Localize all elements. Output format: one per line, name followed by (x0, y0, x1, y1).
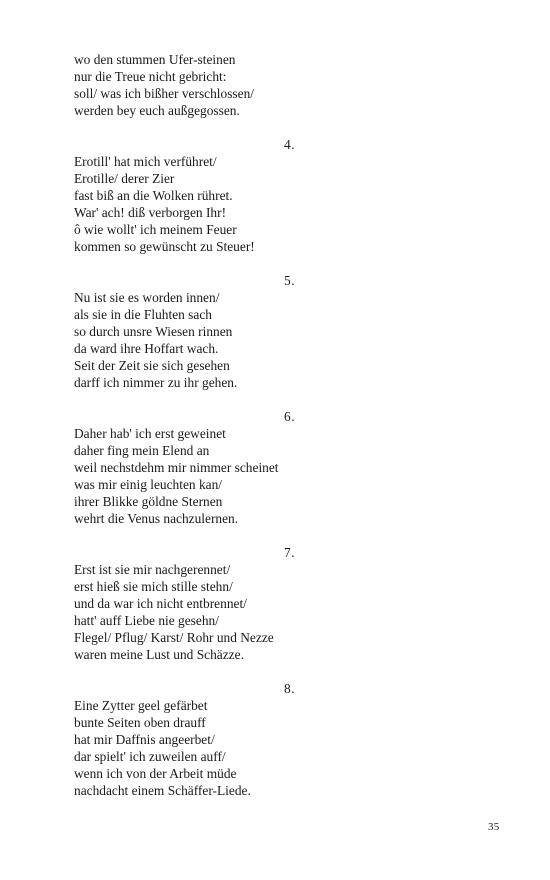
verse-line: nur die Treue nicht gebricht: (74, 69, 227, 84)
verse-line: kommen so gewünscht zu Steuer! (74, 239, 255, 254)
verse-line: War' ach! diß verborgen Ihr! (74, 205, 227, 220)
stanza-number: 6. (284, 409, 296, 424)
verse-line: ihrer Blikke göldne Sternen (74, 494, 223, 509)
verse-line: nachdacht einem Schäffer-Liede. (74, 783, 251, 798)
verse-line: Flegel/ Pflug/ Karst/ Rohr und Nezze (74, 630, 274, 645)
verse-line: was mir einig leuchten kan/ (74, 477, 222, 492)
verse-line: daher fing mein Elend an (74, 443, 210, 458)
verse-line: Erotill' hat mich verführet/ (74, 154, 217, 169)
verse-line: da ward ihre Hoffart wach. (74, 341, 219, 356)
verse-line: Erotille/ derer Zier (74, 171, 175, 186)
verse-line: so durch unsre Wiesen rinnen (74, 324, 233, 339)
stanza (74, 272, 474, 391)
verse-line: weil nechstdehm mir nimmer scheinet (74, 460, 279, 475)
verse-line: Seit der Zeit sie sich gesehen (74, 358, 230, 373)
stanza (74, 136, 474, 255)
verse-line: als sie in die Fluhten sach (74, 307, 212, 322)
verse-line: wehrt die Venus nachzulernen. (74, 511, 239, 526)
verse-line: waren meine Lust und Schäzze. (74, 647, 244, 662)
verse-line: Daher hab' ich erst geweinet (74, 426, 226, 441)
verse-line: hat mir Daffnis angeerbet/ (74, 732, 215, 747)
verse-line: hatt' auff Liebe nie gesehn/ (74, 613, 219, 628)
verse-line: soll/ was ich bißher verschlossen/ (74, 86, 254, 101)
verse-line: werden bey euch außgegossen. (74, 103, 240, 118)
stanza-number: 5. (284, 273, 296, 288)
verse-line: wo den stummen Ufer-steinen (74, 52, 236, 67)
verse-line: Erst ist sie mir nachgerennet/ (74, 562, 231, 577)
stanza (74, 408, 474, 527)
verse-line: erst hieß sie mich stille stehn/ (74, 579, 233, 594)
verse-line: ô wie wollt' ich meinem Feuer (74, 222, 237, 237)
verse-line: und da war ich nicht entbrennet/ (74, 596, 247, 611)
stanza (74, 680, 474, 799)
stanza-number: 8. (284, 681, 296, 696)
verse-line: Nu ist sie es worden innen/ (74, 290, 220, 305)
stanza-number: 4. (284, 137, 296, 152)
stanza-number: 7. (284, 545, 296, 560)
poem-body (74, 51, 474, 799)
verse-line: fast biß an die Wolken rühret. (74, 188, 233, 203)
stanza (74, 544, 474, 663)
verse-line: dar spielt' ich zuweilen auff/ (74, 749, 226, 764)
verse-line: darff ich nimmer zu ihr gehen. (74, 375, 238, 390)
verse-line: bunte Seiten oben drauff (74, 715, 206, 730)
page-number: 35 (488, 821, 500, 833)
stanza (74, 51, 474, 119)
verse-line: wenn ich von der Arbeit müde (74, 766, 237, 781)
verse-line: Eine Zytter geel gefärbet (74, 698, 208, 713)
